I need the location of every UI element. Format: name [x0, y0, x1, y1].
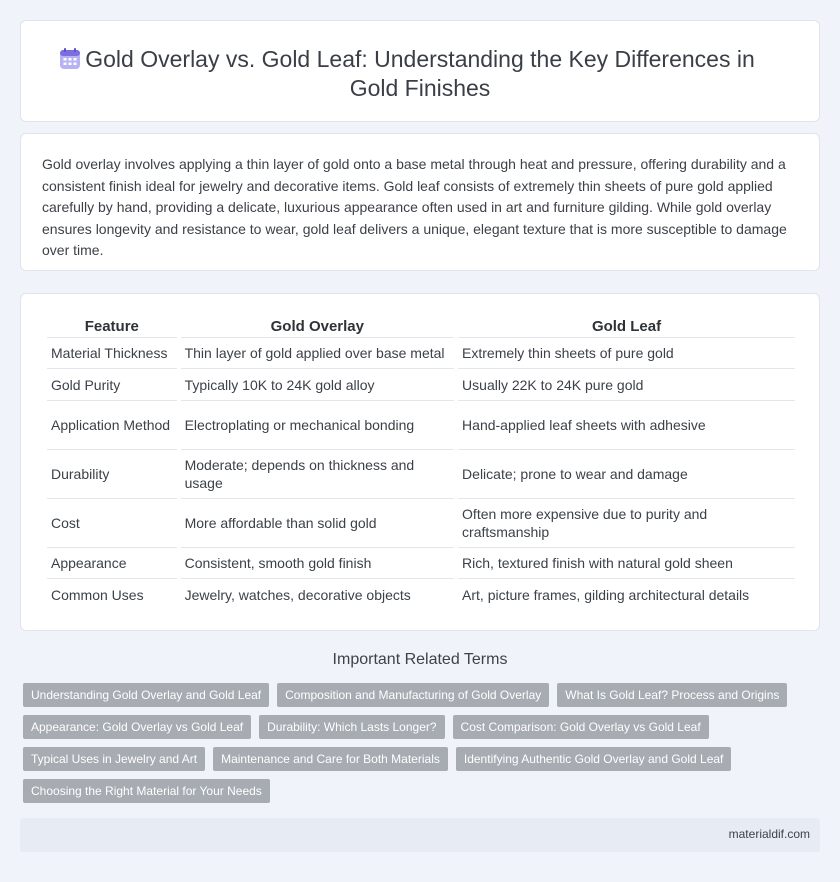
- related-term-tag[interactable]: Cost Comparison: Gold Overlay vs Gold Leaf: [453, 715, 709, 739]
- site-link[interactable]: materialdif.com: [728, 827, 810, 841]
- gold-leaf-cell: Hand-applied leaf sheets with adhesive: [458, 401, 795, 450]
- table-header-row: [47, 314, 795, 338]
- gold-leaf-cell: Delicate; prone to wear and damage: [458, 450, 795, 499]
- gold-overlay-cell: Jewelry, watches, decorative objects: [184, 586, 411, 603]
- feature-cell: Appearance: [47, 548, 177, 579]
- table-row: [47, 548, 795, 579]
- related-term-tag[interactable]: Durability: Which Lasts Longer?: [259, 715, 444, 739]
- intro-text: Gold overlay involves applying a thin layer of gold onto a base metal through heat and pressure, offering durability and a consistent finish ideal for jewelry and decorative items. Gold leaf consists of extremely thin sheets of pure gold applied carefully by hand, providing a delicate, luxurious appearance often used in art and furniture gilding. While gold overlay ensures longevity and resistance to wear, gold leaf delivers a unique, elegant texture that is more susceptible to damage over time.: [42, 156, 787, 258]
- related-term-tag[interactable]: Maintenance and Care for Both Materials: [213, 747, 448, 771]
- table-row: [47, 338, 795, 369]
- related-term-tag[interactable]: Understanding Gold Overlay and Gold Leaf: [23, 683, 269, 707]
- table-row: [47, 499, 795, 548]
- feature-cell: Material Thickness: [47, 338, 177, 369]
- gold-overlay-cell: Typically 10K to 24K gold alloy: [181, 369, 454, 401]
- feature-cell: Common Uses: [51, 586, 144, 603]
- gold-leaf-cell: Art, picture frames, gilding architectural details: [462, 586, 750, 603]
- gold-leaf-cell: Extremely thin sheets of pure gold: [458, 338, 795, 369]
- gold-overlay-cell: More affordable than solid gold: [181, 499, 454, 548]
- feature-cell: Durability: [47, 450, 177, 499]
- related-term-tag[interactable]: Typical Uses in Jewelry and Art: [23, 747, 205, 771]
- related-term-tag[interactable]: Composition and Manufacturing of Gold Overlay: [277, 683, 549, 707]
- header-gold-overlay: Gold Overlay: [181, 314, 454, 338]
- page-title: Gold Overlay vs. Gold Leaf: Understanding the Key Differences in Gold Finishes: [85, 46, 755, 101]
- related-term-tag[interactable]: Choosing the Right Material for Your Needs: [23, 779, 270, 803]
- header-card: [20, 20, 820, 122]
- related-term-tag[interactable]: Identifying Authentic Gold Overlay and Gold Leaf: [456, 747, 732, 771]
- feature-cell: Application Method: [47, 401, 177, 450]
- header-gold-leaf: Gold Leaf: [458, 314, 795, 338]
- related-term-tag[interactable]: What Is Gold Leaf? Process and Origins: [557, 683, 787, 707]
- related-terms-list: [23, 683, 813, 803]
- related-terms-heading: Important Related Terms: [332, 651, 508, 668]
- gold-leaf-cell: Rich, textured finish with natural gold sheen: [458, 548, 795, 579]
- table-row: [47, 579, 795, 610]
- table-row: [47, 401, 795, 450]
- table-row: [47, 450, 795, 499]
- gold-overlay-cell: Consistent, smooth gold finish: [181, 548, 454, 579]
- feature-cell: Cost: [47, 499, 177, 548]
- gold-overlay-cell: Thin layer of gold applied over base metal: [181, 338, 454, 369]
- footer: [20, 818, 820, 852]
- table-row: [47, 369, 795, 401]
- header-feature: Feature: [47, 314, 177, 338]
- gold-overlay-cell: Moderate; depends on thickness and usage: [181, 450, 454, 499]
- gold-overlay-cell: Electroplating or mechanical bonding: [181, 401, 454, 450]
- gold-leaf-cell: Often more expensive due to purity and craftsmanship: [458, 499, 795, 548]
- related-term-tag[interactable]: Appearance: Gold Overlay vs Gold Leaf: [23, 715, 251, 739]
- gold-leaf-cell: Usually 22K to 24K pure gold: [458, 369, 795, 401]
- intro-card: [20, 133, 820, 271]
- feature-cell: Gold Purity: [47, 369, 177, 401]
- comparison-table-card: [20, 293, 820, 631]
- comparison-table: [43, 314, 799, 610]
